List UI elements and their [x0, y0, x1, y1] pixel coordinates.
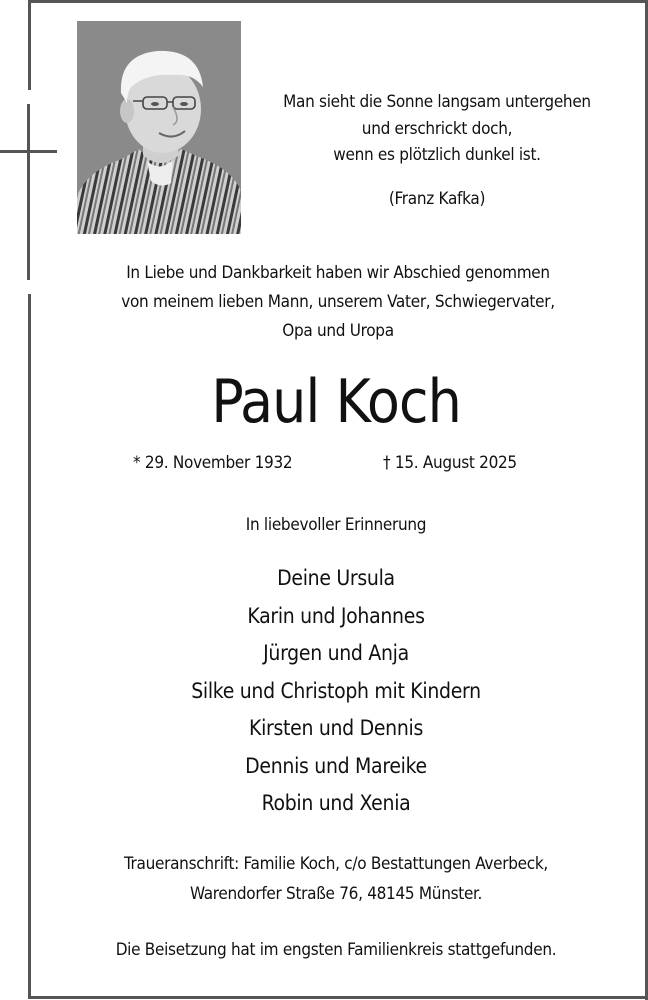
mourner-item: Dennis und Mareike	[245, 753, 427, 778]
memory-line: In liebevoller Erinnerung	[245, 515, 427, 535]
intro-text	[20, 259, 648, 346]
address-line: Warendorfer Straße 76, 48145 Münster.	[189, 884, 483, 904]
intro-line: von meinem lieben Mann, unserem Vater, Schwiegervater,	[121, 292, 555, 312]
cross-horizontal-icon	[0, 150, 57, 153]
frame-bottom-border	[28, 996, 648, 999]
mourning-address	[16, 849, 648, 909]
mourner-item: Kirsten und Dennis	[248, 716, 424, 740]
intro-line: In Liebe und Dankbarkeit haben wir Abschied genommen	[126, 263, 550, 283]
address-line: Traueranschrift: Familie Koch, c/o Bestattungen Averbeck,	[124, 854, 548, 874]
mourners-list	[12, 560, 648, 823]
mourner-item: Jürgen und Anja	[263, 641, 409, 665]
deceased-name: Paul Koch	[211, 367, 461, 437]
portrait-illustration	[77, 21, 241, 234]
quote-text	[252, 89, 622, 169]
burial-note: Die Beisetzung hat im engsten Familienkreis stattgefunden.	[115, 940, 557, 960]
mourner-item: Karin und Johannes	[247, 603, 425, 628]
intro-line: Opa und Uropa	[282, 321, 394, 341]
mourner-item: Robin und Xenia	[261, 791, 411, 815]
mourner-item: Deine Ursula	[277, 566, 395, 590]
quote-line: und erschrickt doch,	[361, 118, 513, 139]
quote-line: wenn es plötzlich dunkel ist.	[333, 145, 541, 165]
cross-vertical-icon	[27, 104, 30, 280]
frame-left-border-top	[28, 0, 31, 90]
mourner-item: Silke und Christoph mit Kindern	[191, 678, 481, 703]
quote-line: Man sieht die Sonne langsam untergehen	[283, 92, 591, 112]
frame-top-border	[28, 0, 648, 3]
portrait-photo	[77, 21, 241, 234]
death-date: † 15. August 2025	[383, 453, 517, 473]
birth-date: * 29. November 1932	[133, 453, 293, 473]
quote-author: (Franz Kafka)	[388, 189, 486, 209]
